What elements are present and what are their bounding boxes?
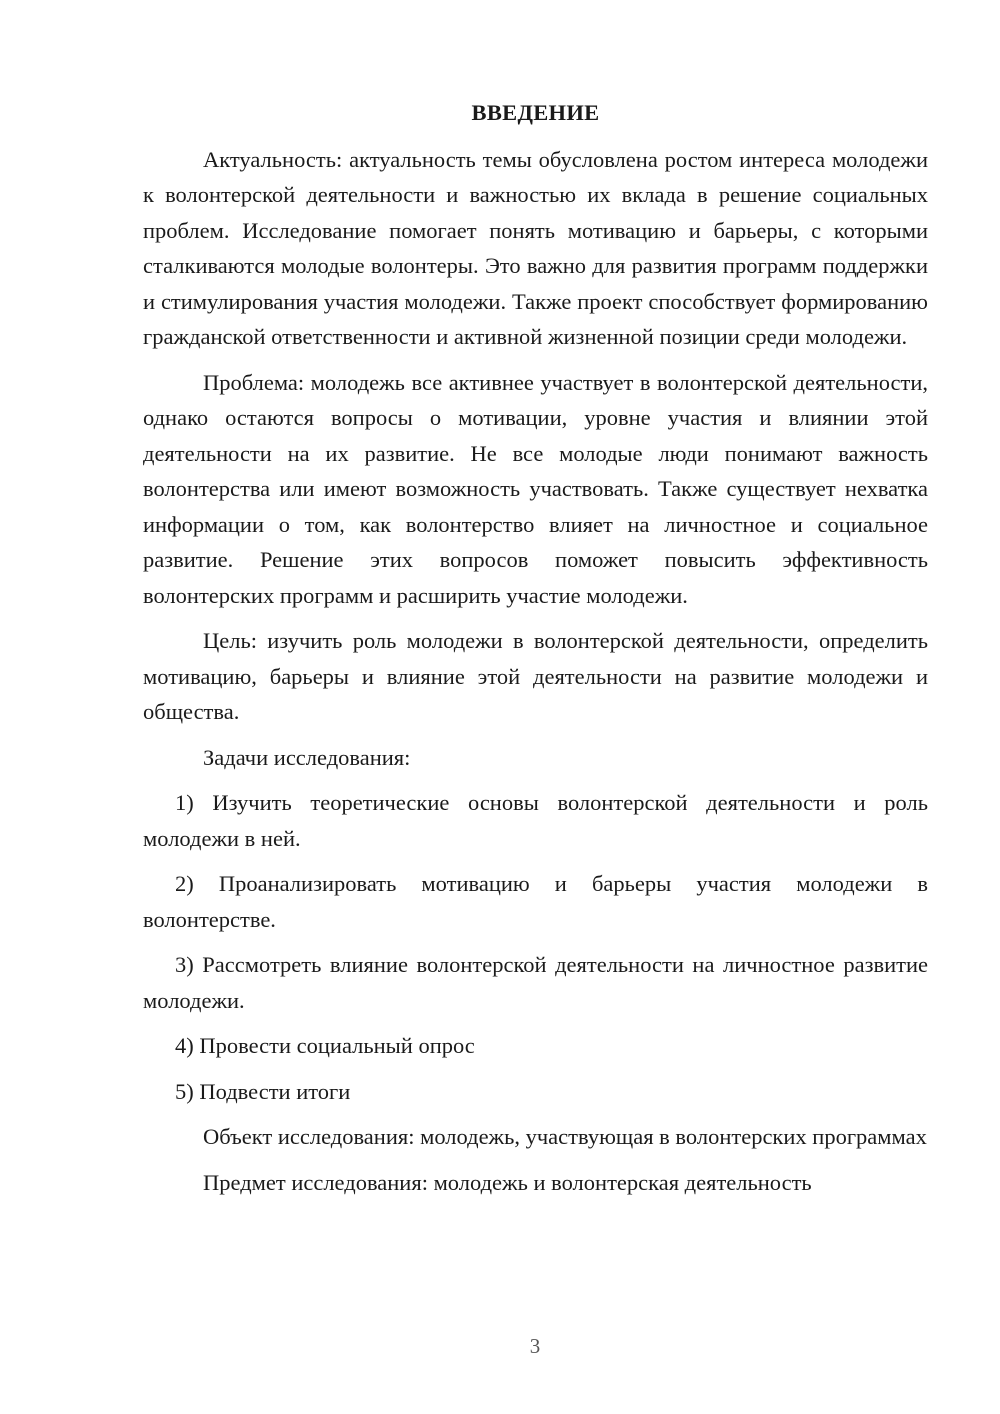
paragraph-relevance: Актуальность: актуальность темы обусловлена ростом интереса молодежи к волонтерской деятельности и важностью их вклада в решение социальных проблем. Исследование помогает понять мотивацию и барьеры, с которыми сталкиваются молодые волонтеры. Это важно для развития программ поддержки и стимулирования участия молодежи. Также проект способствует формированию гражданской ответственности и активной жизненной позиции среди молодежи. <box>143 146 928 349</box>
paragraph-problem: Проблема: молодежь все активнее участвует в волонтерской деятельности, однако остаются вопросы о мотивации, уровне участия и влиянии этой деятельности на их развитие. Не все молодые люди понимают важность волонтерства или имеют возможность участвовать. Также существует нехватка информации о том, как волонтерство влияет на личностное и социальное развитие. Решение этих вопросов поможет повысить эффективность волонтерских программ и расширить участие молодежи. <box>143 369 928 608</box>
task-item: 2) Проанализировать мотивацию и барьеры участия молодежи в волонтерстве. <box>143 871 928 932</box>
task-item: 5) Подвести итоги <box>175 1078 351 1104</box>
document-page <box>143 95 928 1200</box>
paragraph-subject: Предмет исследования: молодежь и волонтерская деятельность <box>203 1169 812 1195</box>
task-item: 4) Провести социальный опрос <box>175 1033 475 1058</box>
section-title: ВВЕДЕНИЕ <box>471 100 600 125</box>
paragraph-object: Объект исследования: молодежь, участвующая в волонтерских программах <box>203 1124 927 1149</box>
tasks-heading: Задачи исследования: <box>203 744 411 770</box>
task-item: 3) Рассмотреть влияние волонтерской деятельности на личностное развитие молодежи. <box>143 952 928 1013</box>
task-item: 1) Изучить теоретические основы волонтерской деятельности и роль молодежи в ней. <box>143 790 928 851</box>
page-number: 3 <box>529 1334 541 1358</box>
paragraph-goal: Цель: изучить роль молодежи в волонтерской деятельности, определить мотивацию, барьеры и влияние этой деятельности на развитие молодежи и общества. <box>143 628 928 724</box>
